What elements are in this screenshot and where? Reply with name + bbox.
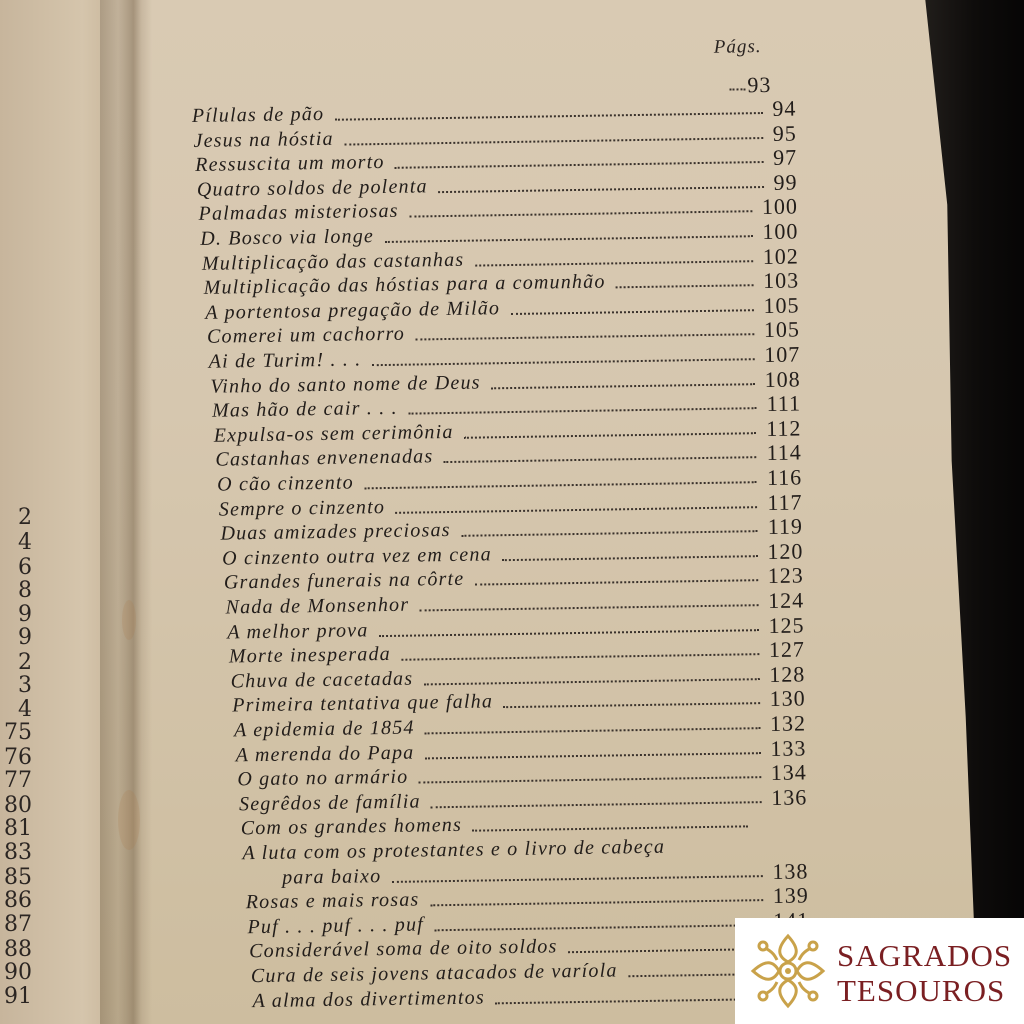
- left-page-number: 81: [4, 816, 32, 841]
- toc-leader-dots: [502, 543, 757, 561]
- toc-page-number: 93: [747, 71, 772, 98]
- toc-page-number: 105: [763, 292, 800, 318]
- toc-page-number: 100: [762, 218, 799, 245]
- toc-page-number: 125: [768, 612, 805, 638]
- toc-page-number: 139: [772, 882, 809, 909]
- toc-leader-dots: [430, 887, 763, 906]
- toc-entry-title: Castanhas envenenadas: [215, 445, 434, 472]
- toc-entry-title: Vinho do santo nome de Deus: [210, 371, 481, 398]
- toc-page-number: 123: [767, 562, 804, 589]
- logo-line-1: SAGRADOS: [837, 938, 1013, 973]
- toc-entry-title: Jesus na hóstia: [193, 127, 334, 152]
- toc-page-number: 114: [766, 439, 802, 466]
- toc-leader-dots: [472, 814, 748, 832]
- toc-page-number: 138: [772, 858, 809, 884]
- left-page-number: 4: [18, 530, 32, 555]
- toc-page-number: 134: [770, 759, 808, 786]
- toc-page-number: 102: [762, 243, 799, 269]
- toc-leader-dots: [495, 986, 751, 1004]
- toc-leader-dots: [423, 666, 759, 685]
- left-page-number: 2: [18, 505, 32, 530]
- left-page-number: 87: [4, 912, 32, 937]
- ornament-icon: [749, 932, 827, 1010]
- toc-entry-title: Duas amizades preciosas: [220, 519, 451, 545]
- toc-entry-title: Chuva de cacetadas: [230, 667, 414, 693]
- toc-leader-dots: [425, 715, 760, 734]
- toc-leader-dots: [438, 174, 764, 193]
- toc-entry-title: O gato no armário: [237, 765, 409, 791]
- toc-leader-dots: [475, 568, 758, 586]
- toc-page-number: 120: [767, 538, 804, 564]
- left-page-number: 6: [18, 555, 32, 580]
- toc-leader-dots: [379, 617, 759, 637]
- toc-leader-dots: [510, 297, 753, 315]
- toc-page-number: 132: [769, 710, 807, 736]
- toc-page-number: 95: [772, 120, 797, 146]
- toc-page-number: 136: [771, 784, 808, 810]
- toc-leader-dots: [409, 199, 752, 218]
- toc-leader-dots: [395, 494, 757, 514]
- left-page-number: 77: [4, 768, 32, 793]
- toc-leader-dots: [384, 223, 752, 243]
- toc-entry-title: Expulsa-os sem cerimônia: [213, 420, 454, 447]
- toc-page-number: 130: [769, 685, 806, 712]
- toc-lead-row: [729, 72, 789, 97]
- left-page-number: 91: [4, 984, 32, 1009]
- toc-leader-dots: [431, 789, 761, 808]
- toc-leader-dots: [419, 592, 758, 611]
- left-page-number: 83: [4, 840, 32, 865]
- toc-leader-dots: [334, 100, 762, 121]
- toc-leader-dots: [464, 420, 756, 439]
- toc-entry-title: D. Bosco via longe: [200, 225, 375, 250]
- toc-page-number: 117: [767, 489, 803, 515]
- toc-page-number: 116: [766, 464, 803, 491]
- left-page-number: 75: [4, 720, 32, 745]
- toc-entry-title: Segrêdos de família: [238, 790, 421, 816]
- toc-entry-title: Nada de Monsenhor: [225, 593, 410, 619]
- left-page-number: 8: [18, 578, 32, 603]
- toc-page-number: 105: [763, 316, 801, 343]
- toc-entry-title: Morte inesperada: [228, 643, 392, 668]
- left-page-number: 3: [18, 673, 32, 698]
- left-page-number: 90: [4, 960, 32, 985]
- toc-entry-title: Multiplicação das hóstias para a comunhão: [203, 270, 606, 300]
- left-page-number: 4: [18, 697, 32, 722]
- toc-page-number: 133: [770, 735, 807, 761]
- left-page-number: 88: [4, 937, 32, 962]
- toc-entry-title: Pílulas de pão: [191, 102, 325, 127]
- toc-entry-title: A merenda do Papa: [235, 741, 415, 766]
- logo-line-2: TESOUROS: [837, 973, 1006, 1008]
- toc-leader-dots: [419, 764, 761, 783]
- toc-entry-title: Ressuscita um morto: [195, 151, 385, 177]
- toc-leader-dots: [364, 469, 757, 489]
- toc-leader-dots: [568, 937, 750, 954]
- toc-entry-title: Cura de seis jovens atacados de varíola: [250, 959, 618, 988]
- toc-leader-dots: [503, 691, 759, 709]
- toc-leader-dots: [425, 740, 761, 759]
- toc-page-number: 112: [766, 415, 802, 441]
- toc-leader-dots: [372, 346, 755, 366]
- toc-entry-title: Rosas e mais rosas: [245, 888, 420, 914]
- toc-leader-dots: [408, 395, 757, 414]
- toc-entry-title: O cão cinzento: [216, 471, 355, 496]
- toc-entry-title: Multiplicação das castanhas: [201, 248, 465, 275]
- toc-entry-title: Sempre o cinzento: [218, 495, 386, 521]
- pages-column-header: Págs.: [713, 36, 762, 58]
- toc-entry-title: A alma dos divertimentos: [252, 986, 486, 1012]
- toc-entry-title: Primeira tentativa que falha: [232, 690, 494, 717]
- toc-leader-dots: [444, 445, 757, 464]
- toc-page-number: 100: [761, 193, 799, 220]
- left-page-number: 9: [18, 625, 32, 650]
- toc-page-number: 111: [766, 390, 802, 417]
- toc-page-number: 94: [772, 95, 797, 121]
- toc-entry-title: A luta com os protestantes e o livro de cabeça: [242, 835, 666, 865]
- toc-entry-title: Com os grandes homens: [240, 814, 463, 840]
- toc-page-number: 128: [769, 661, 806, 687]
- toc-leader-dots: [628, 961, 751, 977]
- left-page-number: 2: [18, 650, 32, 675]
- toc-entry-title: O cinzento outra vez em cena: [222, 543, 492, 570]
- toc-leader-dots: [461, 518, 758, 537]
- toc-page-number: 97: [772, 144, 798, 171]
- toc-page-number: 124: [767, 587, 805, 614]
- toc-entry-title: A melhor prova: [227, 618, 369, 644]
- toc-page-number: 127: [768, 636, 806, 663]
- toc-leader-dots: [392, 863, 763, 883]
- toc-page-number: 99: [773, 169, 798, 195]
- toc-page-number: 108: [764, 366, 801, 392]
- toc-entry-title: Considerável soma de oito soldos: [248, 935, 558, 963]
- left-page-number: 76: [4, 745, 32, 770]
- toc-leader-dots: [395, 149, 763, 169]
- brand-logo: [735, 918, 1024, 1024]
- toc-entry-title: Grandes funerais na côrte: [223, 568, 465, 594]
- toc-entry-title: A portentosa pregação de Milão: [205, 296, 501, 324]
- left-page-number: 86: [4, 888, 32, 913]
- toc-entry-title: A epidemia de 1854: [233, 716, 415, 742]
- left-page-number: 80: [4, 793, 32, 818]
- toc-page-number: 107: [764, 341, 801, 368]
- toc-entry-title: Comerei um cachorro: [206, 323, 406, 349]
- toc-leader-dots: [616, 272, 753, 288]
- toc-leader-dots: [344, 125, 763, 146]
- toc-leader-dots: [475, 248, 753, 266]
- toc-leader-dots: [434, 912, 763, 931]
- left-page-number: 9: [18, 602, 32, 627]
- toc-entry-title: para baixo: [281, 864, 382, 889]
- toc-entry-title: Puf . . . puf . . . puf: [247, 913, 425, 939]
- toc-leader-dots: [401, 641, 759, 661]
- toc-leader-dots: [729, 76, 745, 90]
- toc-page-number: 103: [762, 267, 800, 294]
- left-page-number: 85: [4, 865, 32, 890]
- toc-leader-dots: [491, 371, 755, 389]
- toc-entry-title: Palmadas misteriosas: [198, 200, 399, 226]
- toc-page-number: 119: [767, 513, 804, 540]
- toc-entry-title: Ai de Turim! . . .: [208, 348, 362, 373]
- toc-entry-title: Mas hão de cair . . .: [211, 396, 398, 422]
- toc-leader-dots: [415, 322, 754, 341]
- toc-entry-title: Quatro soldos de polenta: [196, 175, 428, 201]
